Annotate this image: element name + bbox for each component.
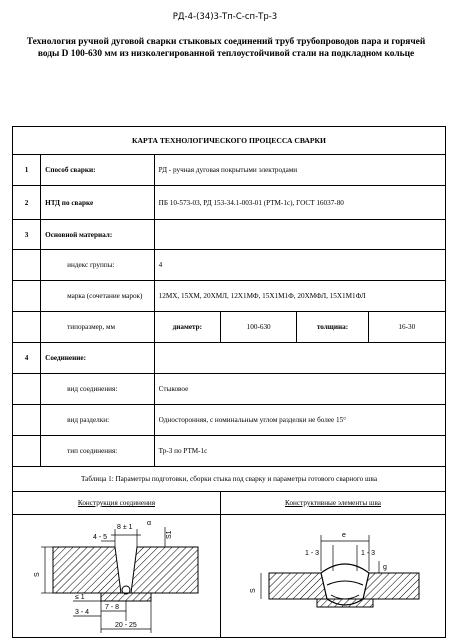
joint-value (154, 343, 445, 374)
ntd-value: ПБ 10-573-03, РД 153-34.1-003-01 (РТМ-1с), ГОСТ 16037-80 (154, 186, 445, 220)
joint-code-value: Тр-3 по РТМ-1с (154, 436, 445, 467)
angle-symbol: α (147, 520, 152, 527)
weld-elements-svg (221, 515, 445, 635)
joint-type-label: вид соединения: (41, 374, 155, 405)
empty-cell (13, 281, 41, 312)
grade-value: 12МХ, 15ХМ, 20ХМЛ, 12Х1МФ, 15Х1М1Ф, 20ХМФЛ, 15Х1М1ФЛ (154, 281, 445, 312)
empty-cell (13, 436, 41, 467)
size-label: типоразмер, мм (41, 312, 155, 343)
joint-construction-svg (13, 515, 220, 635)
document-title: Технология ручной дуговой сварки стыковых соединений труб трубопроводов пара и горячей воды D 100-630 мм из низколегированной теплоустойчивой стали на подкладном кольце (26, 37, 426, 59)
bevel-type-value: Односторонняя, с номинальным углом разделки не более 15° (154, 405, 445, 436)
joint-label: Соединение: (41, 343, 155, 374)
grade-label: марка (сочетание марок) (41, 281, 155, 312)
empty-cell (13, 250, 41, 281)
weld-method-value: РД - ручная дуговая покрытыми электродами (154, 155, 445, 186)
table-caption: Таблица 1: Параметры подготовки, сборки стыка под сварку и параметры готового сварного шва (13, 467, 446, 492)
dim-gap-top: 8 ± 1 (117, 524, 133, 531)
weld-elements-drawing (221, 515, 446, 638)
empty-cell (13, 312, 41, 343)
empty-cell (13, 374, 41, 405)
dim-s1: S1 (166, 530, 173, 539)
joint-code-label: тип соединения: (41, 436, 155, 467)
right-pipe-wall (131, 547, 198, 593)
dim-ring-gap: 7 - 8 (105, 604, 120, 611)
dim-side-left: 1 - 3 (305, 550, 320, 557)
backing-ring (317, 599, 373, 607)
weld-method-label: Способ сварки: (41, 155, 155, 186)
base-material-value (154, 220, 445, 250)
dim-root-gap: ≤ 1 (75, 594, 85, 601)
joint-construction-drawing (13, 515, 221, 638)
row-number: 3 (13, 220, 41, 250)
empty-cell (13, 405, 41, 436)
row-number: 2 (13, 186, 41, 220)
thickness-value: 16-30 (368, 312, 445, 343)
row-number: 1 (13, 155, 41, 186)
document-code: РД-4-(34)3-Тп-С-сп-Тр-3 (172, 12, 278, 22)
group-index-label: индекс группы: (41, 250, 155, 281)
dim-s: S (250, 588, 257, 593)
left-pipe-wall (53, 547, 121, 593)
group-index-value: 4 (154, 250, 445, 281)
dim-ring-width: 20 - 25 (115, 622, 137, 629)
base-material-label: Основной материал: (41, 220, 155, 250)
row-number: 4 (13, 343, 41, 374)
process-card-table (12, 126, 446, 638)
card-header: КАРТА ТЕХНОЛОГИЧЕСКОГО ПРОЦЕССА СВАРКИ (13, 127, 446, 155)
dim-ring-height: 3 - 4 (75, 609, 90, 616)
joint-construction-heading: Конструкция соединения (13, 492, 221, 515)
dim-e: e (342, 532, 346, 539)
dim-top-left: 4 - 5 (93, 534, 108, 541)
joint-type-value: Стыковое (154, 374, 445, 405)
thickness-label: толщина: (297, 312, 368, 343)
diameter-label: диаметр: (154, 312, 220, 343)
dim-g: g (383, 564, 387, 571)
dim-s: S (34, 572, 41, 577)
bevel-type-label: вид разделки: (41, 405, 155, 436)
diameter-value: 100-630 (221, 312, 297, 343)
ntd-label: НТД по сварке (41, 186, 155, 220)
weld-elements-heading: Конструктивные элементы шва (221, 492, 446, 515)
dim-side-right: 1 - 3 (361, 550, 376, 557)
